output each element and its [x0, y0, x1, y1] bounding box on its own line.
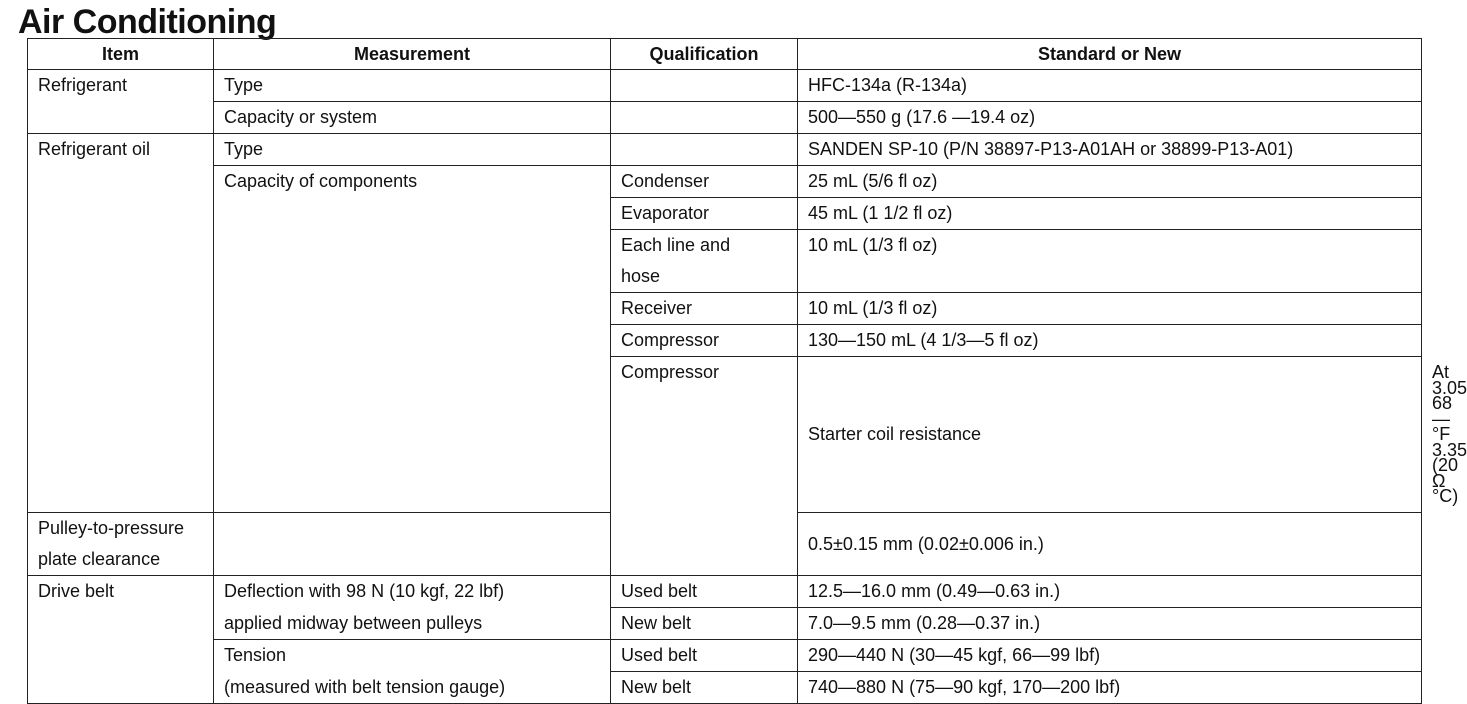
value-cell: 130—150 mL (4 1/3—5 fl oz)	[798, 325, 1422, 357]
value-cell: 25 mL (5/6 fl oz)	[798, 166, 1422, 198]
table-row	[28, 576, 1422, 608]
table-row	[28, 672, 1422, 704]
qualification-cell	[611, 102, 798, 134]
table-row	[28, 608, 1422, 640]
item-refrigerant: Refrigerant	[28, 70, 214, 134]
value-cell: 12.5—16.0 mm (0.49—0.63 in.)	[798, 576, 1422, 608]
qualification-cell: Used belt	[611, 576, 798, 608]
table-row	[28, 640, 1422, 672]
qualification-cell: Condenser	[611, 166, 798, 198]
header-item: Item	[28, 39, 214, 70]
measurement-cell: (measured with belt tension gauge)	[214, 672, 611, 704]
value-cell: 10 mL (1/3 fl oz)	[798, 293, 1422, 325]
value-cell: 45 mL (1 1/2 fl oz)	[798, 198, 1422, 230]
measurement-cell: Capacity or system	[214, 102, 611, 134]
measurement-cell: Capacity of components	[214, 166, 611, 513]
header-qualification: Qualification	[611, 39, 798, 70]
header-row	[28, 39, 1422, 70]
qualification-cell	[214, 513, 611, 576]
qualification-cell: hose	[611, 261, 798, 293]
table-row	[28, 166, 1422, 198]
qualification-cell: Evaporator	[611, 198, 798, 230]
measurement-cell: applied midway between pulleys	[214, 608, 611, 640]
value-cell: 0.5±0.15 mm (0.02±0.006 in.)	[798, 513, 1422, 576]
qualification-cell	[611, 134, 798, 166]
spec-table	[27, 38, 1467, 704]
qualification-cell: Receiver	[611, 293, 798, 325]
item-refrigerant-oil: Refrigerant oil	[28, 134, 214, 513]
measurement-cell: Type	[214, 134, 611, 166]
table-row	[28, 102, 1422, 134]
measurement-cell: Starter coil resistance	[798, 357, 1422, 513]
value-cell: 10 mL (1/3 fl oz)	[798, 230, 1422, 262]
table-row	[28, 70, 1422, 102]
table-row: Compressor Starter coil resistance At 68 °F (20 °C) 3.05—3.35 Ω	[28, 357, 1422, 513]
value-cell: 7.0—9.5 mm (0.28—0.37 in.)	[798, 608, 1422, 640]
value-cell: 290—440 N (30—45 kgf, 66—99 lbf)	[798, 640, 1422, 672]
value-cell: 500—550 g (17.6 —19.4 oz)	[798, 102, 1422, 134]
measurement-cell: Tension	[214, 640, 611, 672]
header-measurement: Measurement	[214, 39, 611, 70]
header-standard: Standard or New	[798, 39, 1422, 70]
qualification-cell	[611, 70, 798, 102]
measurement-cell: Pulley-to-pressure plate clearance	[28, 513, 214, 576]
value-cell: HFC-134a (R-134a)	[798, 70, 1422, 102]
qualification-cell: New belt	[611, 672, 798, 704]
value-cell	[798, 261, 1422, 293]
item-drive-belt: Drive belt	[28, 576, 214, 704]
measurement-cell: Type	[214, 70, 611, 102]
table-row	[28, 134, 1422, 166]
qualification-cell: Used belt	[611, 640, 798, 672]
item-compressor: Compressor	[611, 357, 798, 576]
qualification-cell: Each line and	[611, 230, 798, 262]
qualification-cell: New belt	[611, 608, 798, 640]
value-cell: SANDEN SP-10 (P/N 38897-P13-A01AH or 38899-P13-A01)	[798, 134, 1422, 166]
measurement-cell: Deflection with 98 N (10 kgf, 22 lbf)	[214, 576, 611, 608]
qualification-cell: Compressor	[611, 325, 798, 357]
value-cell: 740—880 N (75—90 kgf, 170—200 lbf)	[798, 672, 1422, 704]
page-title: Air Conditioning	[18, 3, 277, 41]
